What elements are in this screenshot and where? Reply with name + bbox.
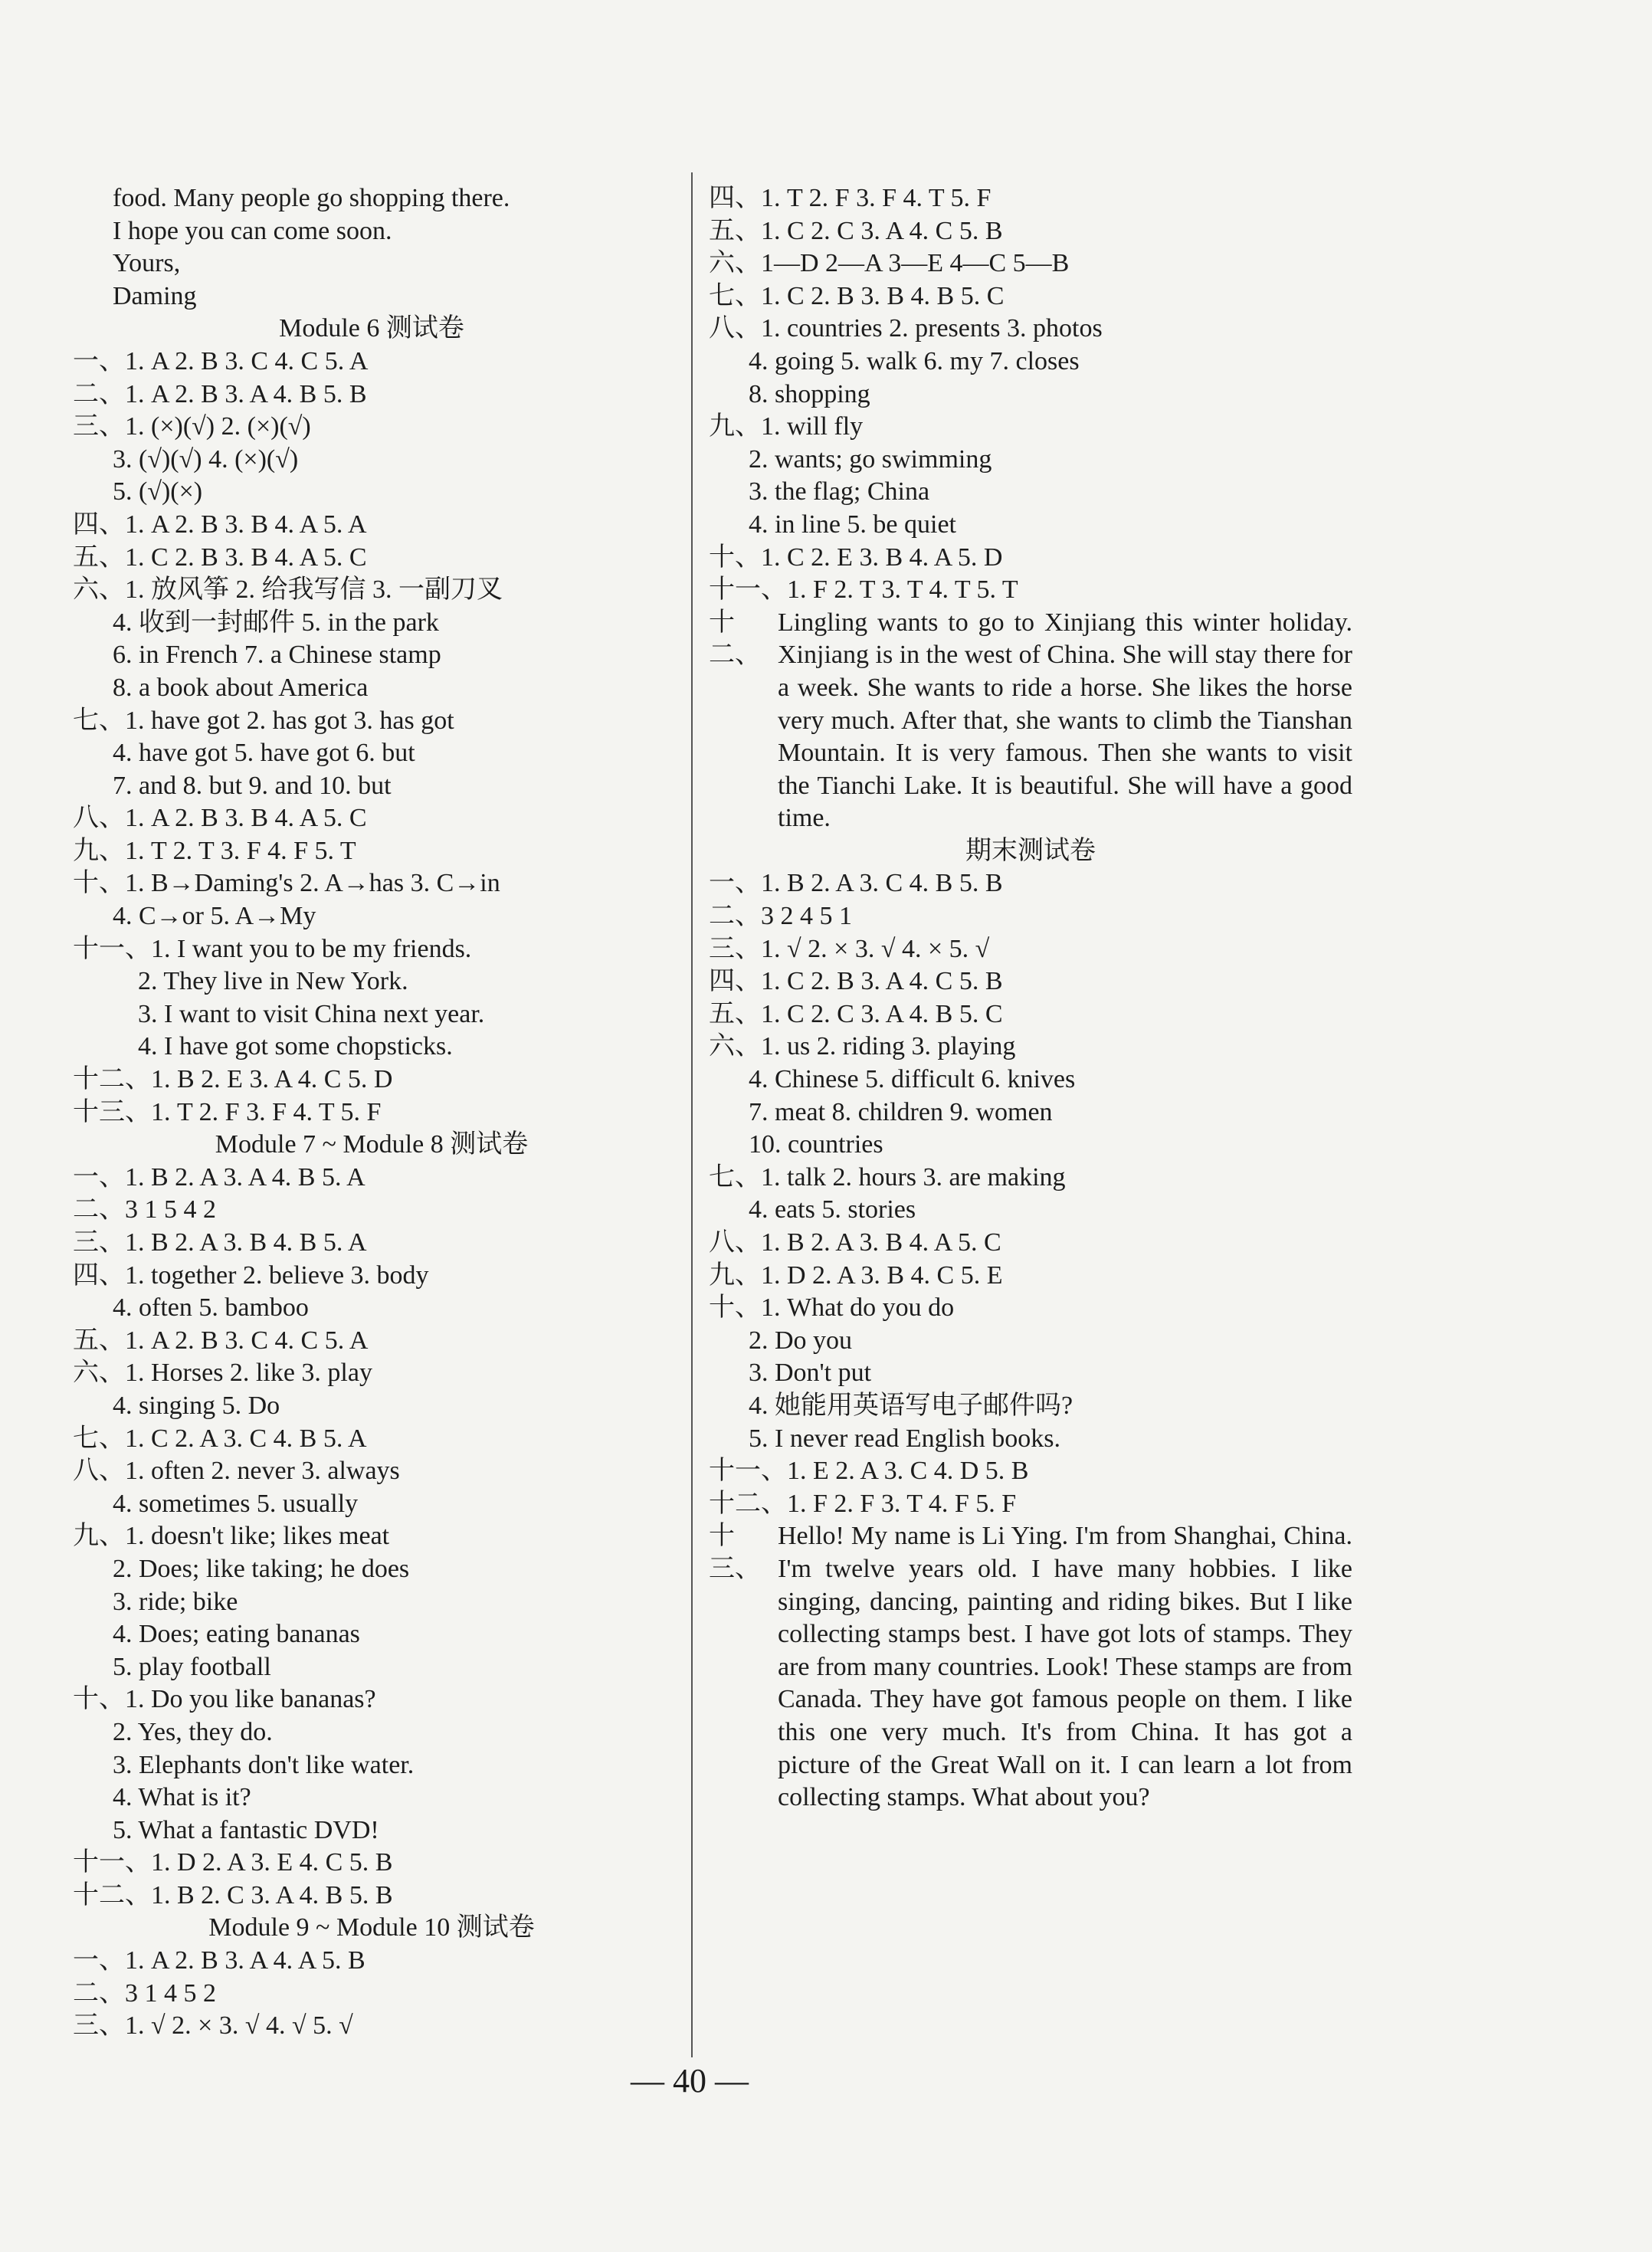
answer-line: 三、1. (×)(√) 2. (×)(√) — [73, 412, 311, 441]
answer-line: 3. the flag; China — [749, 477, 930, 506]
answer-line: 十二、1. F 2. F 3. T 4. F 5. F — [709, 1489, 1017, 1518]
answer-line: 二、1. A 2. B 3. A 4. B 5. B — [73, 379, 367, 408]
answer-line: 4. have got 5. have got 6. but — [113, 739, 415, 768]
answer-number-label: 十二、 — [709, 608, 761, 670]
answer-line: 3. ride; bike — [113, 1587, 238, 1616]
writing-answer-paragraph: Lingling wants to go to Xinjiang this winter holiday. Xinjiang is in the west of China. She will stay there for a week. She wants to ride a horse. She likes the horse very much. After that, she wants to climb the Tianshan Mountain. It is very famous. Then she wants to visit the Tianchi Lake. It is beautiful. She will have a good time. — [778, 608, 1352, 833]
answer-line: 4. Chinese 5. difficult 6. knives — [749, 1065, 1076, 1094]
answer-line: 七、1. talk 2. hours 3. are making — [709, 1162, 1066, 1192]
answer-line: 七、1. C 2. A 3. C 4. B 5. A — [73, 1424, 367, 1453]
answer-line: 4. going 5. walk 6. my 7. closes — [749, 346, 1080, 375]
answer-line: 九、1. will fly — [709, 412, 864, 441]
answer-line: 九、1. T 2. T 3. F 4. F 5. T — [73, 836, 356, 865]
answer-line: 六、1—D 2—A 3—E 4—C 5—B — [709, 249, 1070, 278]
answer-line: 十一、1. F 2. T 3. T 4. T 5. T — [709, 575, 1018, 605]
page-number: — 40 — — [631, 2062, 749, 2100]
answer-line: 十一、1. E 2. A 3. C 4. D 5. B — [709, 1457, 1029, 1486]
answer-line: 4. in line 5. be quiet — [749, 510, 957, 539]
answer-line: 十三、1. T 2. F 3. F 4. T 5. F — [73, 1097, 382, 1126]
answer-line: 8. shopping — [749, 379, 870, 408]
answer-line: 3. (√)(√) 4. (×)(√) — [113, 444, 299, 474]
answer-line: 6. in French 7. a Chinese stamp — [113, 641, 441, 670]
answer-line: 4. What is it? — [113, 1783, 251, 1812]
section-title-module9-10: Module 9 ~ Module 10 测试卷 — [208, 1913, 535, 1942]
answer-line: 二、3 1 5 4 2 — [73, 1195, 216, 1224]
letter-line: Yours, — [113, 249, 181, 278]
answer-line: 十二、1. B 2. C 3. A 4. B 5. B — [73, 1880, 393, 1909]
answer-line: 二、3 1 4 5 2 — [73, 1978, 216, 2008]
letter-line: food. Many people go shopping there. — [113, 184, 510, 212]
answer-line: 4. sometimes 5. usually — [113, 1489, 359, 1518]
column-divider — [691, 172, 693, 2057]
section-title-final-test: 期末测试卷 — [965, 836, 1096, 865]
left-column — [73, 182, 670, 2043]
answer-line: 7. meat 8. children 9. women — [749, 1097, 1053, 1126]
answer-line: 2. Does; like taking; he does — [113, 1554, 410, 1583]
section-title-module6: Module 6 测试卷 — [279, 314, 464, 343]
answer-line: 2. Yes, they do. — [113, 1717, 273, 1746]
answer-line: 4. Does; eating bananas — [113, 1620, 360, 1649]
right-column — [709, 182, 1352, 1814]
answer-line: 六、1. us 2. riding 3. playing — [709, 1032, 1016, 1061]
answer-line: 4. singing 5. Do — [113, 1391, 280, 1420]
answer-line: 七、1. have got 2. has got 3. has got — [73, 706, 454, 735]
answer-line: 八、1. countries 2. presents 3. photos — [709, 314, 1103, 343]
writing-answer-block — [709, 607, 1352, 835]
answer-line: 三、1. √ 2. × 3. √ 4. × 5. √ — [709, 934, 990, 963]
answer-line: 4. 收到一封邮件 5. in the park — [113, 608, 439, 637]
answer-line: 4. 她能用英语写电子邮件吗? — [749, 1391, 1073, 1420]
answer-line: 三、1. √ 2. × 3. √ 4. √ 5. √ — [73, 2011, 353, 2041]
answer-line: 3. Don't put — [749, 1359, 872, 1388]
answer-line: 八、1. A 2. B 3. B 4. A 5. C — [73, 804, 367, 833]
answer-line: 十、1. C 2. E 3. B 4. A 5. D — [709, 543, 1003, 572]
answer-line: 七、1. C 2. B 3. B 4. B 5. C — [709, 281, 1005, 310]
answer-line: 六、1. Horses 2. like 3. play — [73, 1359, 372, 1388]
answer-line: 六、1. 放风筝 2. 给我写信 3. 一副刀叉 — [73, 575, 503, 605]
answer-line: 八、1. B 2. A 3. B 4. A 5. C — [709, 1228, 1001, 1257]
answer-line: 十一、1. I want you to be my friends. — [73, 934, 472, 963]
answer-line: 四、1. C 2. B 3. A 4. C 5. B — [709, 967, 1003, 996]
answer-line: 4. I have got some chopsticks. — [138, 1032, 453, 1061]
answer-line: 2. Do you — [749, 1326, 853, 1355]
answer-line: 10. countries — [749, 1130, 883, 1159]
answer-line: 4. eats 5. stories — [749, 1195, 916, 1224]
answer-line: 四、1. together 2. believe 3. body — [73, 1260, 429, 1290]
answer-line: 十、1. What do you do — [709, 1293, 955, 1323]
answer-line: 4. often 5. bamboo — [113, 1293, 309, 1323]
answer-line: 3. Elephants don't like water. — [113, 1750, 415, 1779]
answer-line: 十、1. Do you like bananas? — [73, 1685, 376, 1714]
answer-line: 一、1. B 2. A 3. A 4. B 5. A — [73, 1162, 365, 1192]
letter-line: Daming — [113, 281, 197, 310]
answer-line: 十、1. B→Daming's 2. A→has 3. C→in — [73, 869, 500, 898]
answer-number-label: 十三、 — [709, 1522, 761, 1583]
answer-line: 5. play football — [113, 1652, 271, 1681]
answer-line: 十一、1. D 2. A 3. E 4. C 5. B — [73, 1848, 393, 1877]
answer-line: 五、1. C 2. B 3. B 4. A 5. C — [73, 543, 367, 572]
answer-line: 九、1. D 2. A 3. B 4. C 5. E — [709, 1260, 1003, 1290]
answer-line: 五、1. A 2. B 3. C 4. C 5. A — [73, 1326, 369, 1355]
answer-line: 四、1. A 2. B 3. B 4. A 5. A — [73, 510, 367, 539]
answer-line: 2. wants; go swimming — [749, 444, 992, 474]
answer-line: 十二、1. B 2. E 3. A 4. C 5. D — [73, 1065, 393, 1094]
answer-line: 五、1. C 2. C 3. A 4. B 5. C — [709, 999, 1003, 1028]
answer-line: 三、1. B 2. A 3. B 4. B 5. A — [73, 1228, 367, 1257]
answer-line: 四、1. T 2. F 3. F 4. T 5. F — [709, 184, 992, 212]
answer-line: 一、1. A 2. B 3. A 4. A 5. B — [73, 1946, 365, 1975]
answer-line: 一、1. A 2. B 3. C 4. C 5. A — [73, 346, 369, 375]
writing-answer-block — [709, 1520, 1352, 1814]
writing-answer-paragraph: Hello! My name is Li Ying. I'm from Shanghai, China. I'm twelve years old. I have many hobbies. I like singing, dancing, painting and riding bikes. But I like collecting stamps best. I have got lots of stamps. They are from many countries. Look! These stamps are from Canada. They have got famous people on them. I like this one very much. It's from China. It has got a picture of the Great Wall on it. I can learn a lot from collecting stamps. What about you? — [778, 1522, 1352, 1812]
answer-line: 5. (√)(×) — [113, 477, 203, 506]
answer-line: 8. a book about America — [113, 673, 369, 702]
answer-line: 7. and 8. but 9. and 10. but — [113, 771, 392, 800]
answer-line: 3. I want to visit China next year. — [138, 999, 485, 1028]
answer-line: 九、1. doesn't like; likes meat — [73, 1522, 390, 1551]
answer-line: 5. I never read English books. — [749, 1424, 1060, 1453]
letter-line: I hope you can come soon. — [113, 216, 392, 245]
answer-line: 五、1. C 2. C 3. A 4. C 5. B — [709, 216, 1003, 245]
answer-line: 5. What a fantastic DVD! — [113, 1815, 379, 1844]
answer-line: 二、3 2 4 5 1 — [709, 902, 852, 931]
answer-line: 一、1. B 2. A 3. C 4. B 5. B — [709, 869, 1003, 898]
answer-line: 八、1. often 2. never 3. always — [73, 1457, 400, 1486]
answer-line: 4. C→or 5. A→My — [113, 902, 316, 931]
answer-line: 2. They live in New York. — [138, 967, 408, 996]
section-title-module7-8: Module 7 ~ Module 8 测试卷 — [215, 1130, 529, 1159]
